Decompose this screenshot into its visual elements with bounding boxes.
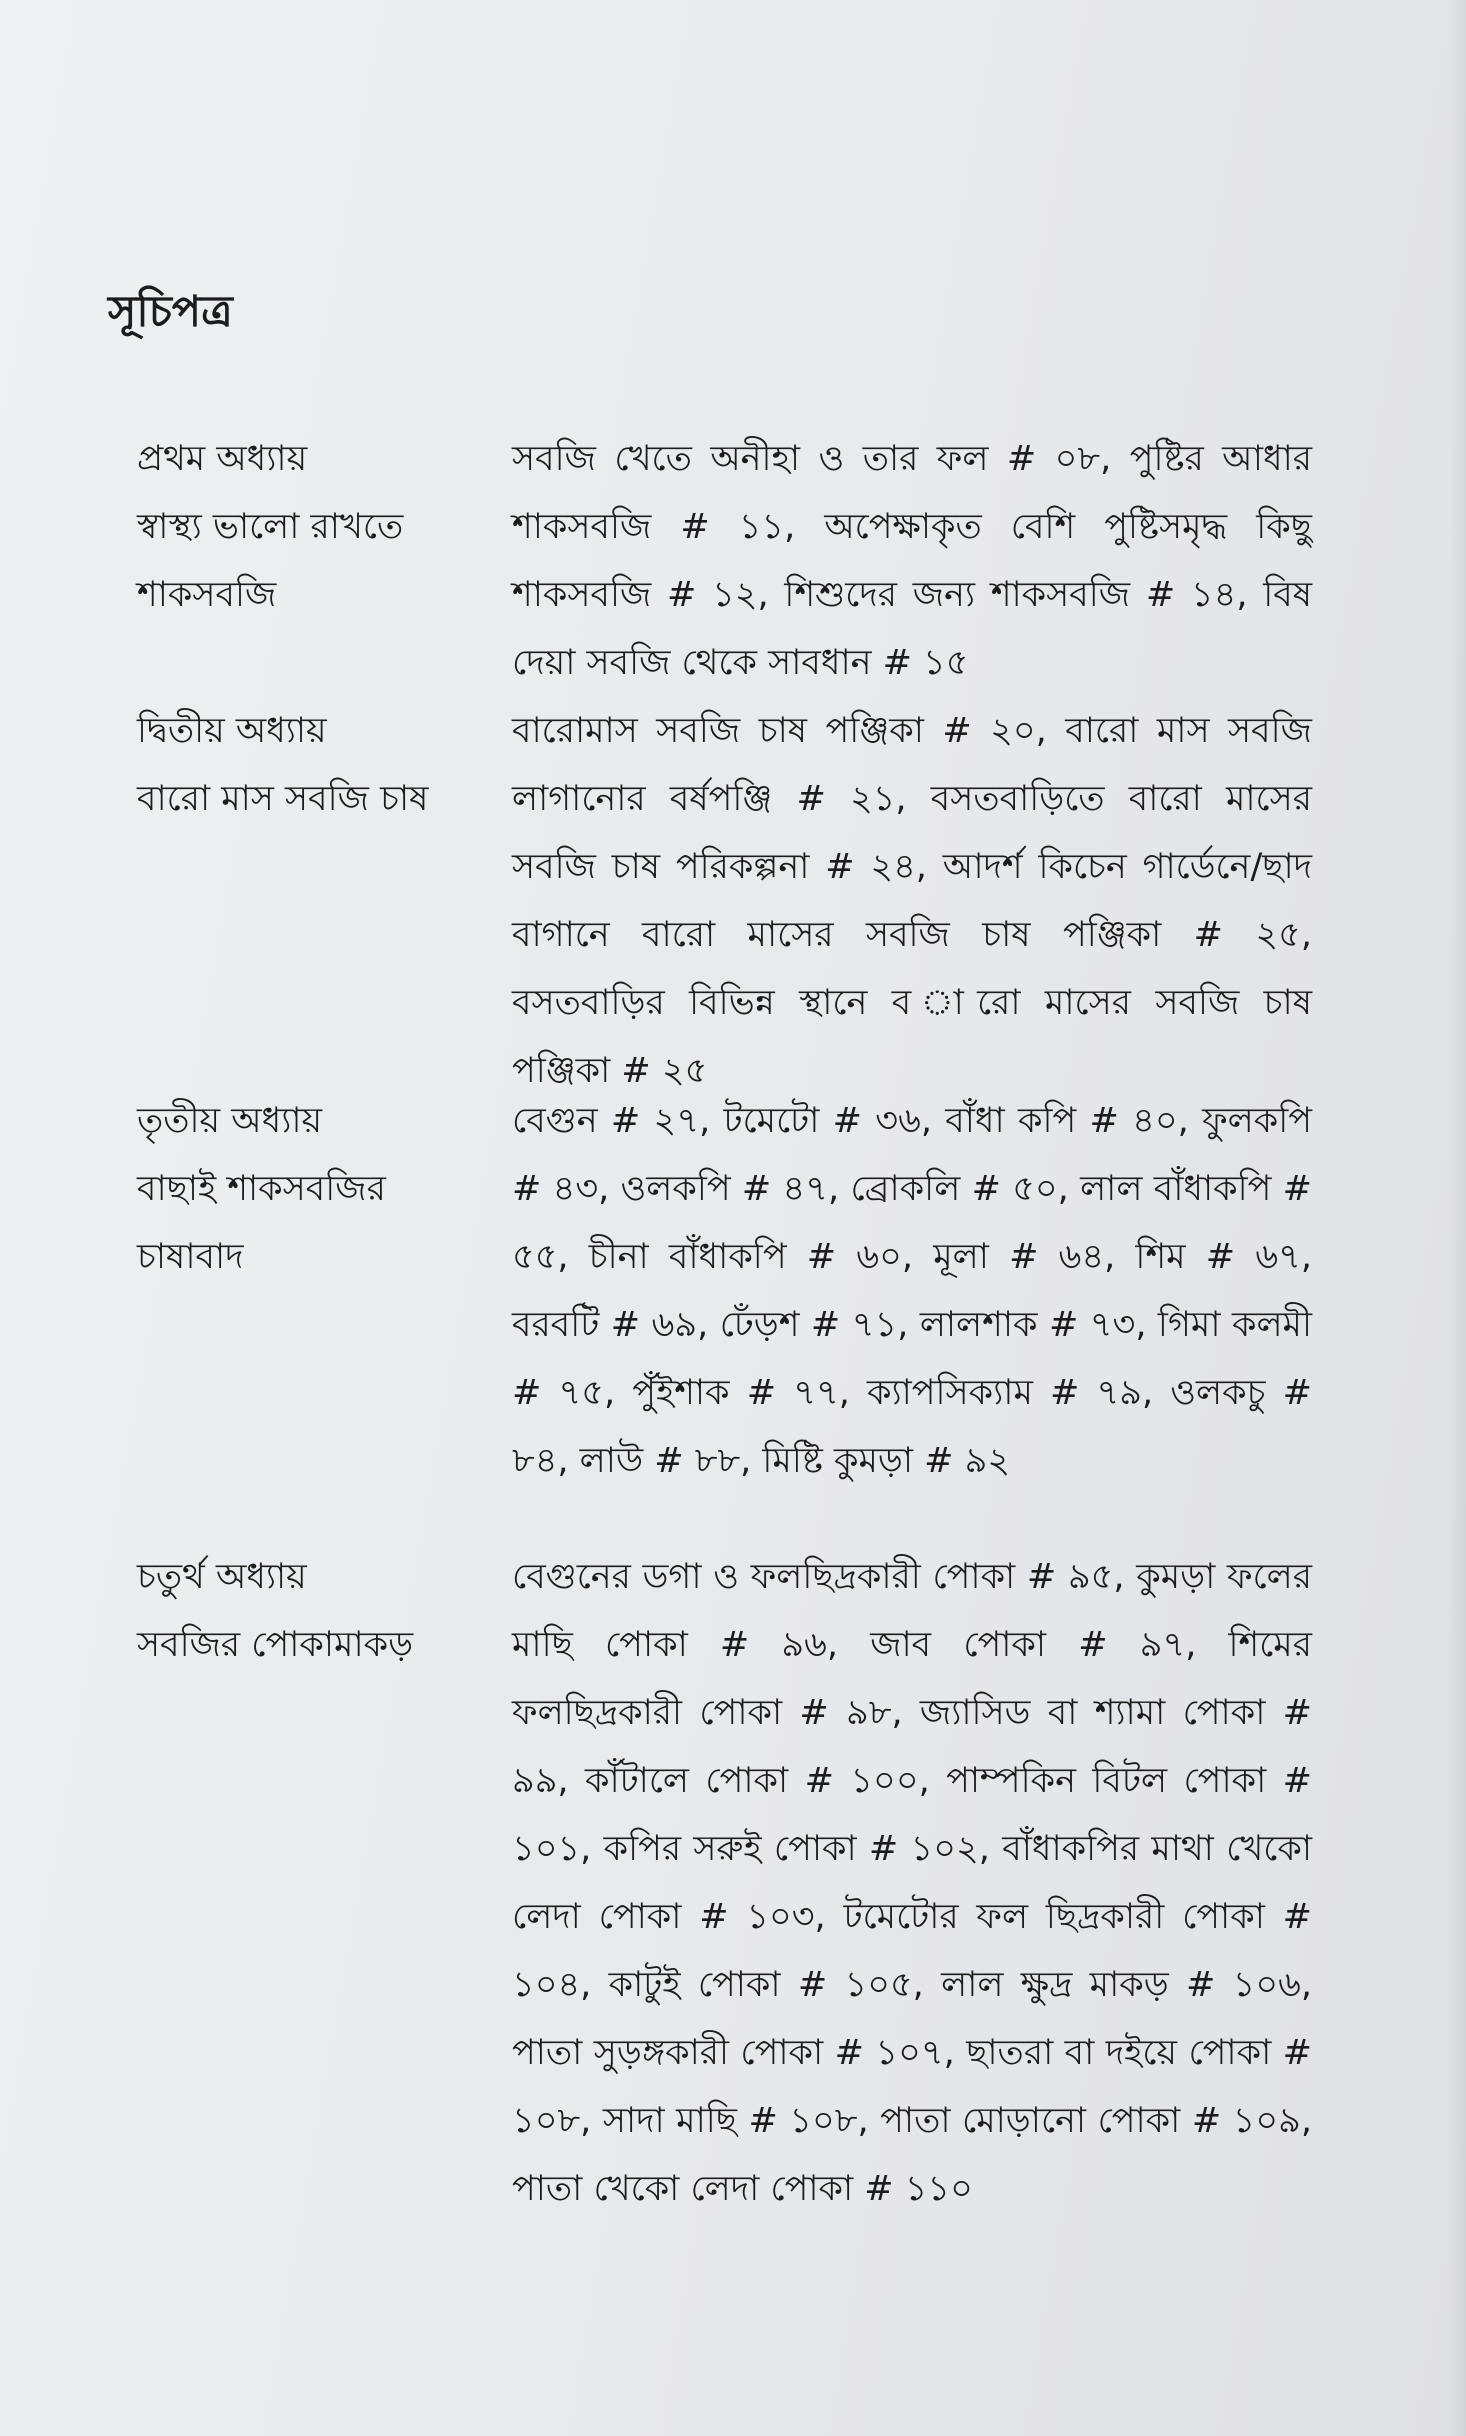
chapter-2-entries: বারোমাস সবজি চাষ পঞ্জিকা # ২০, বারো মাস সবজি লাগানোর বর্ষপঞ্জি # ২১, বসতবাড়িতে বারো মাসের সবজি চাষ পরিকল্পনা # ২৪, আদর্শ কিচেন গার্ডেনে/ছাদ বাগানে বারো মাসের সবজি চাষ পঞ্জিকা # ২৫, বসতবাড়ির বিভিন্ন স্থানে ব ারো মাসের সবজি চাষ পঞ্জিকা # ২৫ — [512, 711, 1312, 1091]
chapter-1-number: প্রথম অধ্যায় — [137, 439, 308, 479]
chapter-3-title-line-2: চাষাবাদ — [137, 1237, 244, 1277]
chapter-2-title-line-1: বারো মাস সবজি চাষ — [137, 779, 429, 819]
chapter-2-label — [137, 697, 497, 833]
chapter-3-label — [137, 1087, 497, 1291]
chapter-2-number: দ্বিতীয় অধ্যায় — [137, 711, 327, 751]
chapter-1-entries: সবজি খেতে অনীহা ও তার ফল # ০৮, পুষ্টির আধার শাকসবজি # ১১, অপেক্ষাকৃত বেশি পুষ্টিসমৃদ্ধ কিছু শাকসবজি # ১২, শিশুদের জন্য শাকসবজি # ১৪, বিষ দেয়া সবজি থেকে সাবধান # ১৫ — [512, 439, 1312, 683]
page-title: সূচিপত্র — [108, 287, 233, 337]
chapter-3-entries: বেগুন # ২৭, টমেটো # ৩৬, বাঁধা কপি # ৪০, ফুলকপি # ৪৩, ওলকপি # ৪৭, ব্রোকলি # ৫০, লাল বাঁধাকপি # ৫৫, চীনা বাঁধাকপি # ৬০, মূলা # ৬৪, শিম # ৬৭, বরবটি # ৬৯, ঢেঁড়শ # ৭১, লালশাক # ৭৩, গিমা কলমী # ৭৫, পুঁইশাক # ৭৭, ক্যাপসিক্যাম # ৭৯, ওলকচু # ৮৪, লাউ # ৮৮, মিষ্টি কুমড়া # ৯২ — [512, 1101, 1312, 1481]
chapter-3-number: তৃতীয় অধ্যায় — [137, 1101, 323, 1141]
chapter-4-number: চতুর্থ অধ্যায় — [137, 1557, 307, 1597]
chapter-1-title-line-2: শাকসবজি — [137, 575, 277, 615]
chapter-4-label — [137, 1543, 497, 1679]
chapter-4-title-line-1: সবজির পোকামাকড় — [137, 1625, 414, 1665]
chapter-1-title-line-1: স্বাস্থ্য ভালো রাখতে — [137, 507, 404, 547]
chapter-3-title-line-1: বাছাই শাকসবজির — [137, 1169, 386, 1209]
chapter-4-entries: বেগুনের ডগা ও ফলছিদ্রকারী পোকা # ৯৫, কুমড়া ফলের মাছি পোকা # ৯৬, জাব পোকা # ৯৭, শিমের ফলছিদ্রকারী পোকা # ৯৮, জ্যাসিড বা শ্যামা পোকা # ৯৯, কাঁটালে পোকা # ১০০, পাম্পকিন বিটল পোকা # ১০১, কপির সরুই পোকা # ১০২, বাঁধাকপির মাথা খেকো লেদা পোকা # ১০৩, টমেটোর ফল ছিদ্রকারী পোকা # ১০৪, কাটুই পোকা # ১০৫, লাল ক্ষুদ্র মাকড় # ১০৬, পাতা সুড়ঙ্গকারী পোকা # ১০৭, ছাতরা বা দইয়ে পোকা # ১০৮, সাদা মাছি # ১০৮, পাতা মোড়ানো পোকা # ১০৯, পাতা খেকো লেদা পোকা # ১১০ — [512, 1557, 1312, 2209]
chapter-1-label — [137, 425, 497, 629]
